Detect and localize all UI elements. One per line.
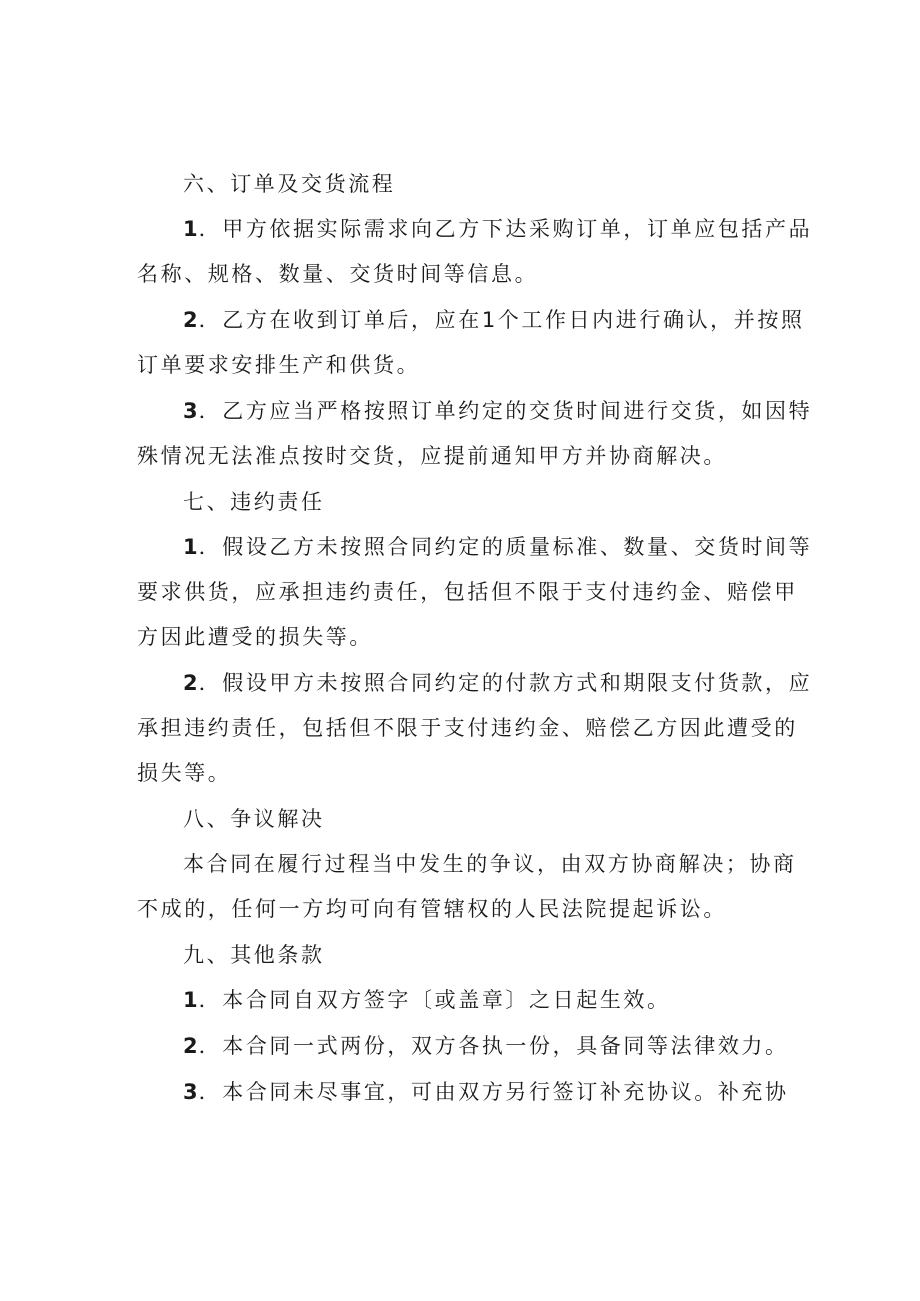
clause-first-line [137, 525, 813, 570]
clause-first-line [137, 661, 813, 706]
clause-paragraph [137, 1070, 787, 1115]
clause-line: 要求供货，应承担违约责任，包括但不限于支付违约金、赔偿甲 [137, 580, 798, 604]
clause-number: 2 [183, 308, 199, 332]
clause-text: ．乙方在收到订单后，应在1个工作日内进行确认，并按照 [198, 308, 805, 332]
clause-paragraph [137, 842, 797, 932]
section-heading: 六、订单及交货流程 [183, 172, 396, 196]
clause-line: 损失等。 [137, 761, 232, 785]
clause-line: 承担违约责任，包括但不限于支付违约金、赔偿乙方因此遭受的 [137, 716, 798, 740]
clause-number: 2 [183, 1034, 199, 1058]
clause-text: ．假设乙方未按照合同约定的质量标准、数量、交货时间等 [198, 535, 813, 559]
clause-first-line [137, 978, 787, 1023]
clause-first-line [137, 389, 813, 434]
clause-paragraph [137, 661, 813, 796]
section-heading: 七、违约责任 [183, 490, 325, 514]
clause-first-line [137, 1070, 787, 1115]
clause-text: ．假设甲方未按照合同约定的付款方式和期限支付货款，应 [198, 671, 813, 695]
clause-number: 3 [183, 1080, 199, 1104]
clause-paragraph [137, 1024, 787, 1069]
clause-paragraph [137, 389, 813, 479]
clause-line: 殊情况无法准点按时交货，应提前通知甲方并协商解决。 [137, 444, 727, 468]
clause-paragraph [137, 207, 813, 297]
clause-number: 2 [183, 671, 199, 695]
clause-number: 1 [183, 988, 199, 1012]
clause-first-line: 本合同在履行过程当中发生的争议，由双方协商解决；协商 [183, 852, 797, 876]
clause-text: ．甲方依据实际需求向乙方下达采购订单，订单应包括产品 [198, 217, 813, 241]
clause-text: ．本合同自双方签字〔或盖章〕之日起生效。 [198, 988, 671, 1012]
clause-number: 1 [183, 535, 199, 559]
clause-paragraph [137, 525, 813, 660]
clause-text: ．本合同一式两份，双方各执一份，具备同等法律效力。 [198, 1034, 789, 1058]
clause-paragraph [137, 978, 787, 1023]
clause-number: 1 [183, 217, 199, 241]
clause-first-line [137, 207, 813, 252]
clause-line: 不成的，任何一方均可向有管辖权的人民法院提起诉讼。 [137, 897, 727, 921]
section-heading: 九、其他条款 [183, 943, 325, 967]
clause-number: 3 [183, 399, 199, 423]
clause-first-line [137, 1024, 787, 1069]
clause-line: 名称、规格、数量、交货时间等信息。 [137, 262, 539, 286]
clause-line: 方因此遭受的损失等。 [137, 625, 373, 649]
clause-paragraph [137, 298, 805, 388]
clause-text: ．乙方应当严格按照订单约定的交货时间进行交货，如因特 [198, 399, 813, 423]
section-heading: 八、争议解决 [183, 807, 325, 831]
clause-text: ．本合同未尽事宜，可由双方另行签订补充协议。补充协 [198, 1080, 789, 1104]
clause-line: 订单要求安排生产和供货。 [137, 353, 421, 377]
document-body [137, 162, 813, 1116]
clause-first-line [137, 298, 805, 343]
